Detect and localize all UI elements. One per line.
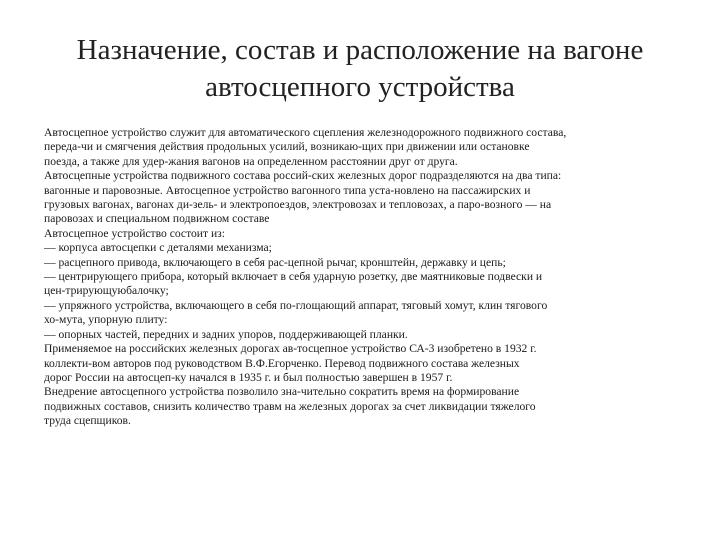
text-line: подвижных составов, снизить количество травм на железных дорогах за счет ликвидации тяжелого	[44, 399, 536, 413]
slide-title-line: Назначение, состав и расположение на вагоне	[76, 34, 644, 66]
text-line: — опорных частей, передних и задних упоров, поддерживающей планки.	[44, 327, 408, 341]
text-line: вагонные и паровозные. Автосцепное устройство вагонного типа уста-новлено на пассажирских и	[44, 183, 531, 197]
slide-body	[44, 126, 688, 429]
slide-title-line: автосцепного устройства	[205, 71, 515, 103]
list-item-draft-gear	[44, 299, 688, 328]
text-line: Внедрение автосцепного устройства позволило зна-чительно сократить время на формирование	[44, 385, 520, 399]
text-line: Автосцепное устройство служит для автоматического сцепления железнодорожного подвижного состава,	[44, 126, 567, 139]
list-item-uncoupling-drive	[44, 256, 688, 270]
text-line: поезда, а также для удер-жания вагонов на определенном расстоянии друг от друга.	[44, 154, 458, 168]
text-line: цен-трирующуюбалочку;	[44, 284, 169, 298]
text-line: паровозах и специальном подвижном составе	[44, 212, 270, 226]
text-line: труда сцепщиков.	[44, 414, 131, 428]
paragraph-purpose	[44, 126, 688, 169]
list-item-centering-device	[44, 270, 688, 299]
text-line: Автосцепные устройства подвижного состава россий-ских железных дорог подразделяются на два типа:	[44, 169, 562, 183]
paragraph-history	[44, 342, 688, 385]
text-line: переда-чи и смягчения действия продольных усилий, возникаю-щих при движении или остановке	[44, 140, 530, 154]
text-line: — корпуса автосцепки с деталями механизма;	[44, 241, 272, 255]
paragraph-benefits	[44, 385, 688, 428]
text-line: Применяемое на российских железных дорогах ав-тосцепное устройство СА-3 изобретено в 1932 г.	[44, 342, 537, 356]
text-line: — расцепного привода, включающего в себя рас-цепной рычаг, кронштейн, державку и цепь;	[44, 255, 506, 269]
list-item-support-parts	[44, 328, 688, 342]
text-line: коллекти-вом авторов под руководством В.Ф.Егорченко. Перевод подвижного состава железных	[44, 356, 520, 370]
paragraph-composition-intro	[44, 227, 688, 241]
slide-title	[20, 32, 700, 106]
text-line: хо-мута, упорную плиту:	[44, 313, 168, 327]
text-line: — упряжного устройства, включающего в себя по-глощающий аппарат, тяговый хомут, клин тягового	[44, 298, 548, 312]
text-line: дорог России на автосцеп-ку начался в 1935 г. и был полностью завершен в 1957 г.	[44, 370, 453, 384]
text-line: Автосцепное устройство состоит из:	[44, 226, 225, 240]
text-line: — центрирующего прибора, который включает в себя ударную розетку, две маятниковые подвески и	[44, 270, 543, 284]
text-line: грузовых вагонах, вагонах ди-зель- и электропоездов, электровозах и тепловозах, а паро-возного — на	[44, 198, 552, 212]
list-item-coupler-body	[44, 241, 688, 255]
paragraph-types	[44, 169, 688, 227]
